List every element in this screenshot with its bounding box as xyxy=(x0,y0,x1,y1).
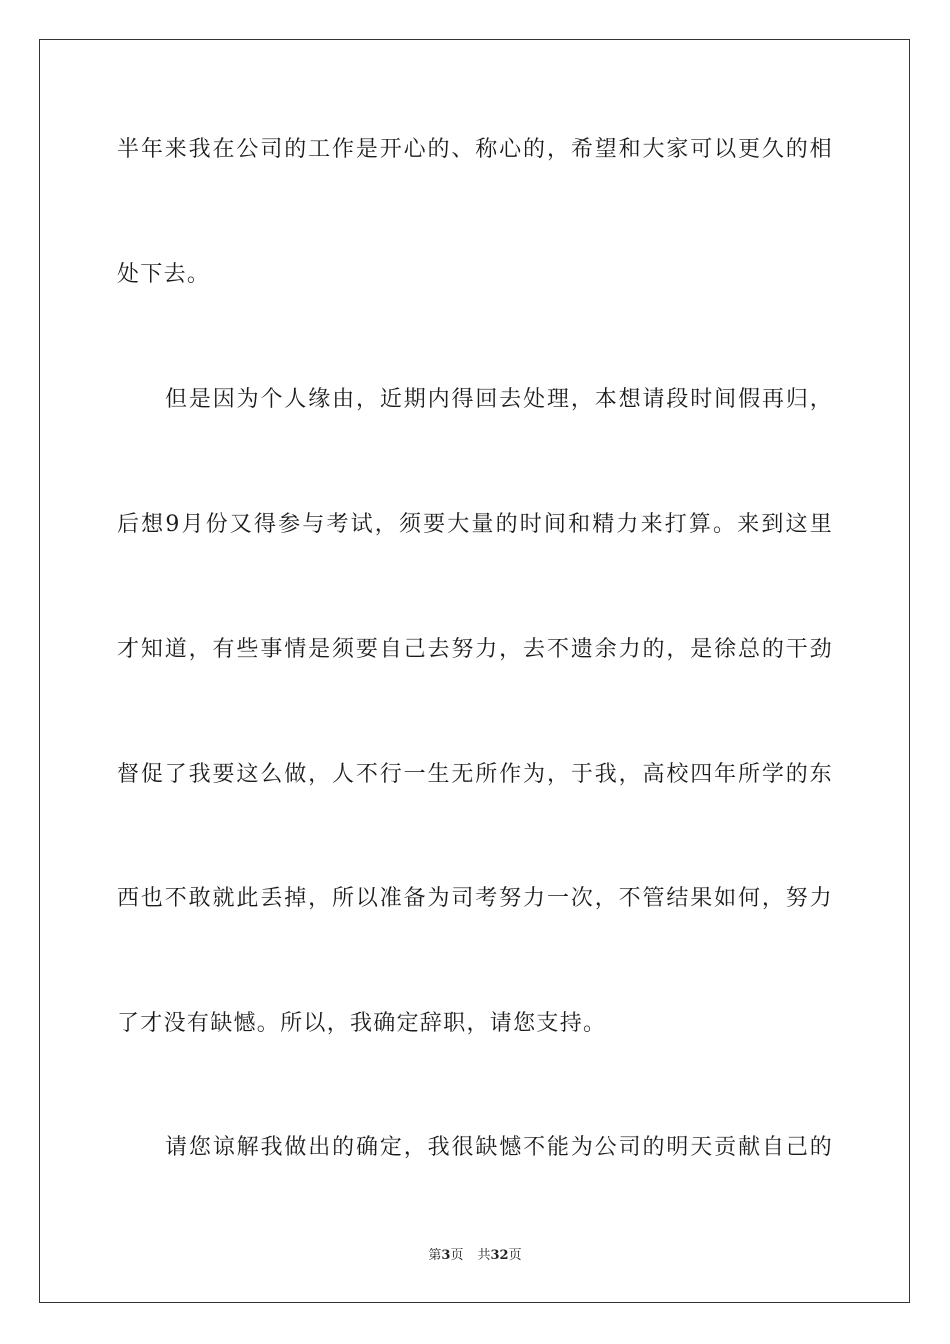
total-page-count: 32 xyxy=(490,1248,509,1263)
current-page-number: 3 xyxy=(441,1248,451,1263)
text-line: 处下去。 xyxy=(117,262,211,287)
total-prefix: 共 xyxy=(477,1248,491,1263)
total-suffix: 页 xyxy=(508,1248,522,1263)
page-frame xyxy=(39,39,910,1303)
text-line: 半年来我在公司的工作是开心的、称心的，希望和大家可以更久的相 xyxy=(117,137,833,162)
text-line: 后想9月份又得参与考试，须要大量的时间和精力来打算。来到这里 xyxy=(117,512,833,537)
text-line: 但是因为个人缘由，近期内得回去处理，本想请段时间假再归， xyxy=(165,387,833,412)
page-footer xyxy=(0,1246,950,1266)
text-line: 才知道，有些事情是须要自己去努力，去不遗余力的，是徐总的干劲 xyxy=(117,637,833,662)
text-line: 督促了我要这么做，人不行一生无所作为，于我，高校四年所学的东 xyxy=(117,762,833,787)
page-suffix: 页 xyxy=(450,1248,464,1263)
text-line: 了才没有缺憾。所以，我确定辞职，请您支持。 xyxy=(117,1011,607,1036)
page-prefix: 第 xyxy=(428,1248,442,1263)
text-line: 西也不敢就此丢掉，所以准备为司考努力一次，不管结果如何，努力 xyxy=(117,886,833,911)
text-line: 请您谅解我做出的确定，我很缺憾不能为公司的明天贡献自己的 xyxy=(165,1135,833,1160)
